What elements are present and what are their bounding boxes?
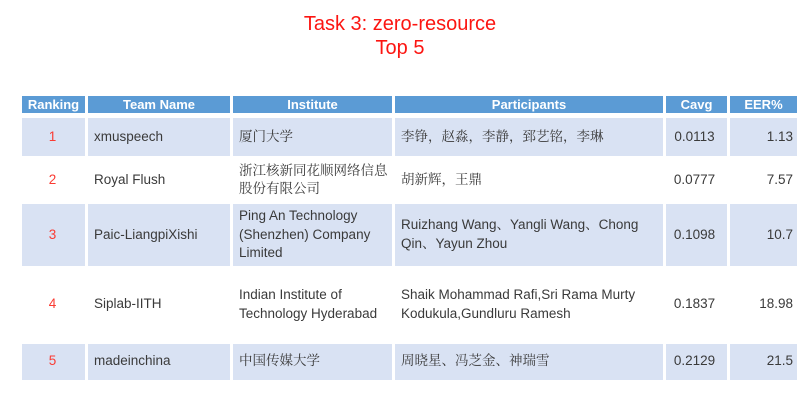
institute-cell: 浙江核新同花顺网络信息股份有限公司 <box>233 158 395 204</box>
table-body <box>22 118 797 382</box>
col-header-cavg: Cavg <box>666 96 730 118</box>
institute-cell: 厦门大学 <box>233 118 395 158</box>
cavg-cell: 0.0777 <box>666 158 730 204</box>
slide-title <box>0 0 800 60</box>
eer-cell: 7.57 <box>730 158 797 204</box>
table-row <box>22 118 797 158</box>
ranking-cell: 2 <box>22 158 88 204</box>
institute-cell: 中国传媒大学 <box>233 344 395 382</box>
cavg-cell: 0.1098 <box>666 204 730 268</box>
eer-cell: 10.7 <box>730 204 797 268</box>
team-name-cell: xmuspeech <box>88 118 233 158</box>
institute-cell: Indian Institute of Technology Hyderabad <box>233 268 395 344</box>
participants-cell: 周晓星、冯芝金、神瑞雪 <box>395 344 666 382</box>
col-header-team-name: Team Name <box>88 96 233 118</box>
team-name-cell: Paic-LiangpiXishi <box>88 204 233 268</box>
cavg-cell: 0.1837 <box>666 268 730 344</box>
col-header-participants: Participants <box>395 96 666 118</box>
participants-cell: Shaik Mohammad Rafi,Sri Rama Murty Kodukula,Gundluru Ramesh <box>395 268 666 344</box>
header-row <box>22 96 797 118</box>
team-name-cell: madeinchina <box>88 344 233 382</box>
ranking-cell: 1 <box>22 118 88 158</box>
eer-cell: 1.13 <box>730 118 797 158</box>
title-line-2: Top 5 <box>375 37 425 59</box>
eer-cell: 21.5 <box>730 344 797 382</box>
table-row <box>22 268 797 344</box>
col-header-institute: Institute <box>233 96 395 118</box>
table-row <box>22 158 797 204</box>
participants-cell: Ruizhang Wang、Yangli Wang、Chong Qin、Yayun Zhou <box>395 204 666 268</box>
col-header-eer: EER% <box>730 96 797 118</box>
table-row <box>22 344 797 382</box>
participants-cell: 李铮，赵淼，李静，郅艺铭，李琳 <box>395 118 666 158</box>
col-header-ranking: Ranking <box>22 96 88 118</box>
cavg-cell: 0.2129 <box>666 344 730 382</box>
title-line-1: Task 3: zero-resource <box>303 13 497 35</box>
table-row <box>22 204 797 268</box>
ranking-cell: 4 <box>22 268 88 344</box>
ranking-cell: 3 <box>22 204 88 268</box>
ranking-table <box>22 96 797 382</box>
cavg-cell: 0.0113 <box>666 118 730 158</box>
eer-cell: 18.98 <box>730 268 797 344</box>
participants-cell: 胡新辉，王鼎 <box>395 158 666 204</box>
institute-cell: Ping An Technology (Shenzhen) Company Limited <box>233 204 395 268</box>
team-name-cell: Siplab-IITH <box>88 268 233 344</box>
team-name-cell: Royal Flush <box>88 158 233 204</box>
ranking-cell: 5 <box>22 344 88 382</box>
